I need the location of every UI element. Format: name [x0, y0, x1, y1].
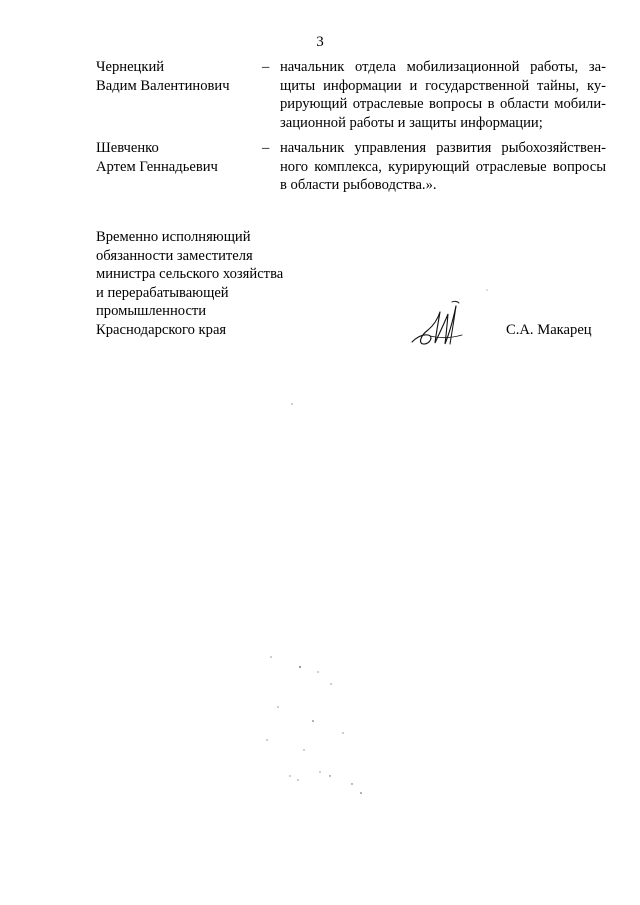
- surname: Шевченко: [96, 140, 159, 156]
- description-line: ного комплекса, курирующий отраслевые вопросы: [280, 158, 606, 175]
- surname: Чернецкий: [96, 59, 165, 75]
- given-names: Артем Геннадьевич: [96, 158, 218, 175]
- description-line: в области рыбоводства.».: [280, 177, 437, 194]
- page-number: 3: [316, 34, 324, 50]
- description-line: начальник отдела мобилизационной работы, за-: [280, 59, 606, 75]
- signer-name: С.А. Макарец: [506, 322, 592, 338]
- title-line: промышленности: [96, 303, 207, 320]
- dash-separator: –: [262, 59, 270, 75]
- description-line: щиты информации и государственной тайны, ку-: [280, 77, 606, 94]
- dash-separator: –: [262, 140, 270, 156]
- description-line: рирующий отраслевые вопросы в области мобили-: [280, 96, 606, 113]
- description-line: начальник управления развития рыбохозяйствен-: [280, 140, 606, 156]
- title-line: обязанности заместителя: [96, 247, 253, 264]
- title-line: министра сельского хозяйства: [96, 266, 284, 283]
- given-names: Вадим Валентинович: [96, 77, 230, 94]
- title-line: и перерабатывающей: [96, 284, 229, 301]
- description-line: зационной работы и защиты информации;: [280, 114, 543, 131]
- title-line: Временно исполняющий: [96, 229, 251, 245]
- title-line: Краснодарского края: [96, 321, 227, 338]
